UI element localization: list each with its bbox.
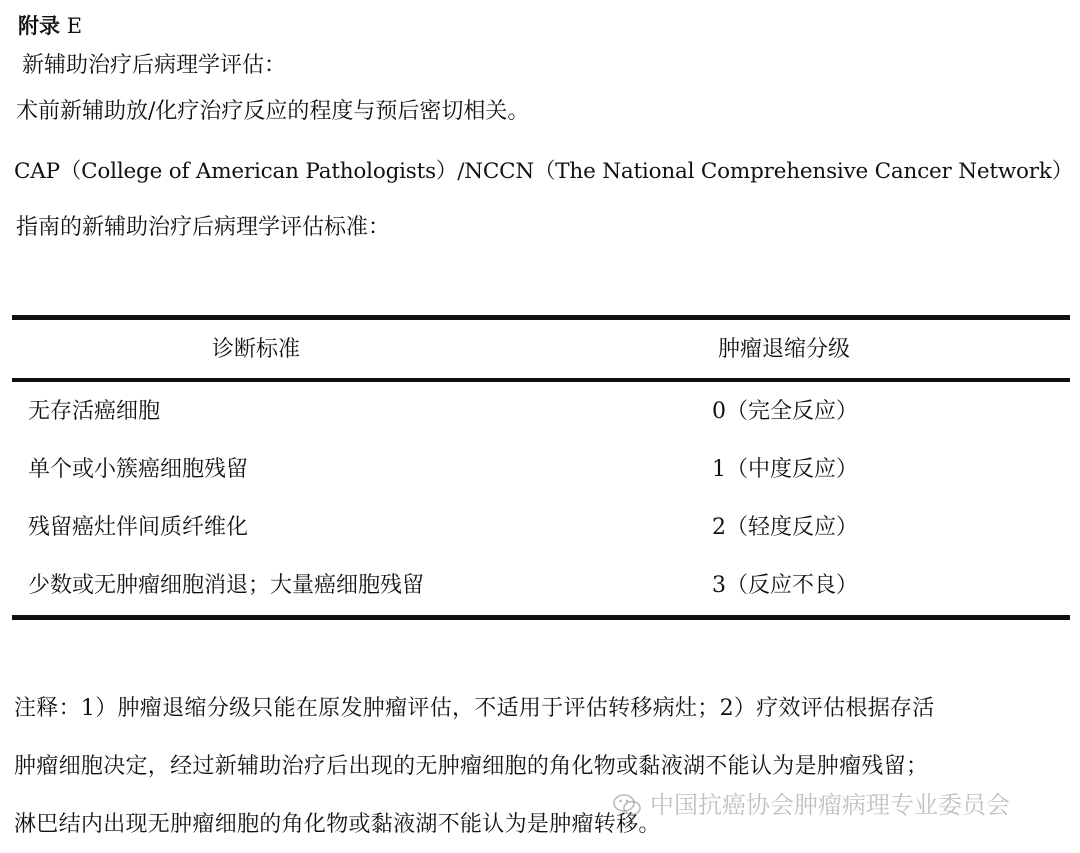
row-grade: 0（完全反应） xyxy=(712,399,858,424)
row-grade: 3（反应不良） xyxy=(712,573,858,598)
row-criteria: 单个或小簇癌细胞残留 xyxy=(28,457,249,482)
appendix-letter: E xyxy=(66,14,83,38)
table-row xyxy=(0,456,1080,486)
appendix-label: 附录 xyxy=(18,14,60,38)
guideline-source: CAP（College of American Pathologists）/NCCN（The National Comprehensive Cancer Network） xyxy=(14,159,1073,184)
table-header-grade: 肿瘤退缩分级 xyxy=(718,337,851,362)
guideline-caption: 指南的新辅助治疗后病理学评估标准： xyxy=(16,215,391,240)
footnote-line: 淋巴结内出现无肿瘤细胞的角化物或黏液湖不能认为是肿瘤转移。 xyxy=(14,812,661,837)
row-grade: 1（中度反应） xyxy=(712,457,858,482)
table-header-rule xyxy=(12,378,1070,382)
appendix-heading xyxy=(18,12,82,40)
table-row xyxy=(0,398,1080,428)
watermark-text: 中国抗癌协会肿瘤病理专业委员会 xyxy=(650,791,1010,819)
footnote-line: 肿瘤细胞决定，经过新辅助治疗后出现的无肿瘤细胞的角化物或黏液湖不能认为是肿瘤残留； xyxy=(14,754,929,779)
wechat-icon xyxy=(612,792,642,818)
watermark xyxy=(612,790,1010,820)
table-row xyxy=(0,514,1080,544)
footnote-line: 注释：1）肿瘤退缩分级只能在原发肿瘤评估，不适用于评估转移病灶；2）疗效评估根据存活 xyxy=(14,696,935,721)
table-top-rule xyxy=(12,315,1070,320)
intro-paragraph: 术前新辅助放/化疗治疗反应的程度与预后密切相关。 xyxy=(16,99,530,124)
row-criteria: 无存活癌细胞 xyxy=(28,399,161,424)
table-header-criteria: 诊断标准 xyxy=(212,337,301,362)
table-row xyxy=(0,572,1080,602)
table-bottom-rule xyxy=(12,615,1070,620)
row-grade: 2（轻度反应） xyxy=(712,515,858,540)
row-criteria: 少数或无肿瘤细胞消退；大量癌细胞残留 xyxy=(28,573,425,598)
row-criteria: 残留癌灶伴间质纤维化 xyxy=(28,515,249,540)
section-subtitle: 新辅助治疗后病理学评估： xyxy=(22,53,287,78)
